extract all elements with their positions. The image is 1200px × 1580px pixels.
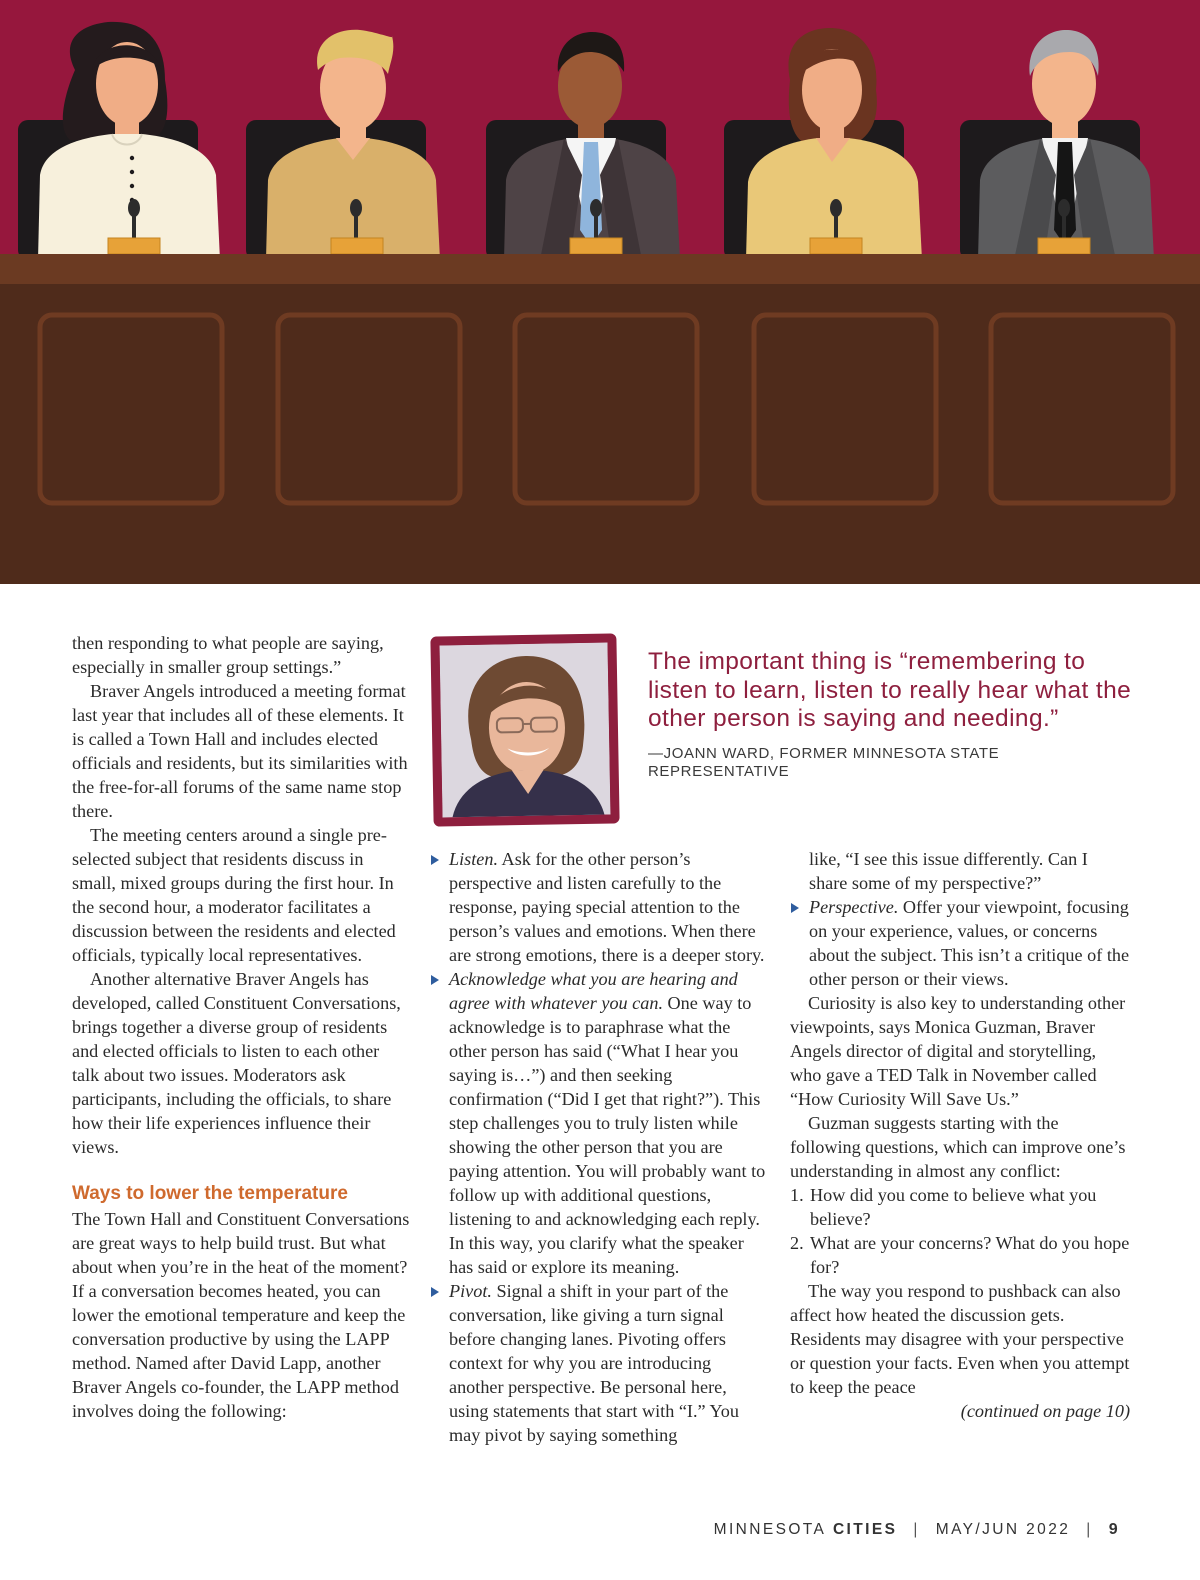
paragraph: The Town Hall and Constituent Conversations are great ways to help build trust. But what about when you’re in the heat of the moment? If a conversation becomes heated, you can lower the emotional temperature and keep the conversation productive by using the LAPP method. Named after David Lapp, another Braver Angels co-founder, the LAPP method involves doing the following: [72,1209,410,1421]
footer-separator: | [1086,1521,1093,1538]
paragraph: The way you respond to pushback can also affect how heated the discussion gets. Residents may disagree with your perspective or question your facts. Even when you attempt to keep the peace [790,1281,1130,1397]
list-item-text: Signal a shift in your part of the conversation, like giving a turn signal before changing lanes. Pivoting offers context for why you are introducing another perspective. Be personal here, using statements that start with “I.” You may pivot by saying something [449,1281,739,1445]
page-number: 9 [1108,1521,1120,1538]
numbered-item [790,1183,1130,1231]
paragraph: Braver Angels introduced a meeting format last year that includes all of these elements. It is called a Town Hall and includes elected officials and residents, but its similarities with the free-for-all forums of the same name stop there. [72,681,408,821]
council-meeting-illustration [0,0,1200,584]
list-item [790,895,1130,991]
desk-front [0,284,1200,584]
item-text: How did you come to believe what you believe? [810,1185,1097,1229]
issue-date: MAY/JUN 2022 [935,1521,1071,1538]
magazine-name: MINNESOTA [713,1521,827,1538]
pull-quote-attribution: —JOANN WARD, FORMER MINNESOTA STATE REPRESENTATIVE [648,745,1000,780]
portrait-photo [440,643,611,818]
paragraph: The meeting centers around a single pre-selected subject that residents discuss in small, mixed groups during the first hour. In the second hour, a moderator facilitates a discussion between the residents and elected officials, typically local representatives. [72,825,396,965]
list-item [430,967,770,1279]
list-item [430,847,770,967]
continued-note: (continued on page 10) [960,1401,1130,1421]
list-item-text: One way to acknowledge is to paraphrase what the other person has said (“What I hear you saying is…”) and then seeking confirmation (“Did I get that right?”). This step challenges you to truly listen while showing the other person that you are paying attention. You will probably want to follow up with additional questions, listening to and acknowledging each reply. In this way, you clarify what the speaker has said or explore its meaning. [449,993,766,1277]
page-footer [714,1521,1120,1539]
item-text: What are your concerns? What do you hope for? [810,1233,1130,1277]
list-item-text: Offer your viewpoint, focusing on your experience, values, or concerns about the subject. This isn’t a critique of the other person or their views. [809,897,1130,989]
list-item-continued [790,847,1130,895]
article-column-2 [430,847,770,1447]
quote-photo-frame [430,633,619,826]
paragraph: Guzman suggests starting with the following questions, which can improve one’s understanding in almost any conflict: [790,1113,1126,1181]
footer-separator: | [913,1521,920,1538]
paragraph: Another alternative Braver Angels has developed, called Constituent Conversations, brings together a diverse group of residents and elected officials to listen to each other talk about two issues. Moderators ask participants, including the officials, to share how their life experiences influence their views. [72,969,401,1157]
list-item-text: like, “I see this issue differently. Can I share some of my perspective?” [809,849,1088,893]
item-number: 2. [790,1233,804,1253]
list-item-term: Acknowledge what you are hearing and agree with whatever you can. [449,969,738,1013]
paragraph: then responding to what people are saying, especially in smaller group settings.” [72,633,384,677]
article-column-1 [72,631,410,1423]
list-item-term: Listen. [449,849,499,869]
list-item [430,1279,770,1447]
desk-top [0,254,1200,284]
list-item-term: Perspective. [809,897,899,917]
magazine-name-bold: CITIES [832,1521,898,1538]
section-heading: Ways to lower the temperature [72,1183,348,1204]
item-number: 1. [790,1185,804,1205]
list-item-term: Pivot. [449,1281,492,1301]
pull-quote-text: The important thing is “remembering to listen to learn, listen to really hear what the other person is saying and needing.” [648,648,1132,732]
numbered-item [790,1231,1130,1279]
list-item-text: Ask for the other person’s perspective and listen carefully to the response, paying special attention to the person’s values and emotions. When there are strong emotions, there is a deeper story. [449,849,765,965]
paragraph: Curiosity is also key to understanding other viewpoints, says Monica Guzman, Braver Angels director of digital and storytelling, who gave a TED Talk in November called “How Curiosity Will Save Us.” [790,993,1126,1109]
article-column-3 [790,847,1130,1423]
